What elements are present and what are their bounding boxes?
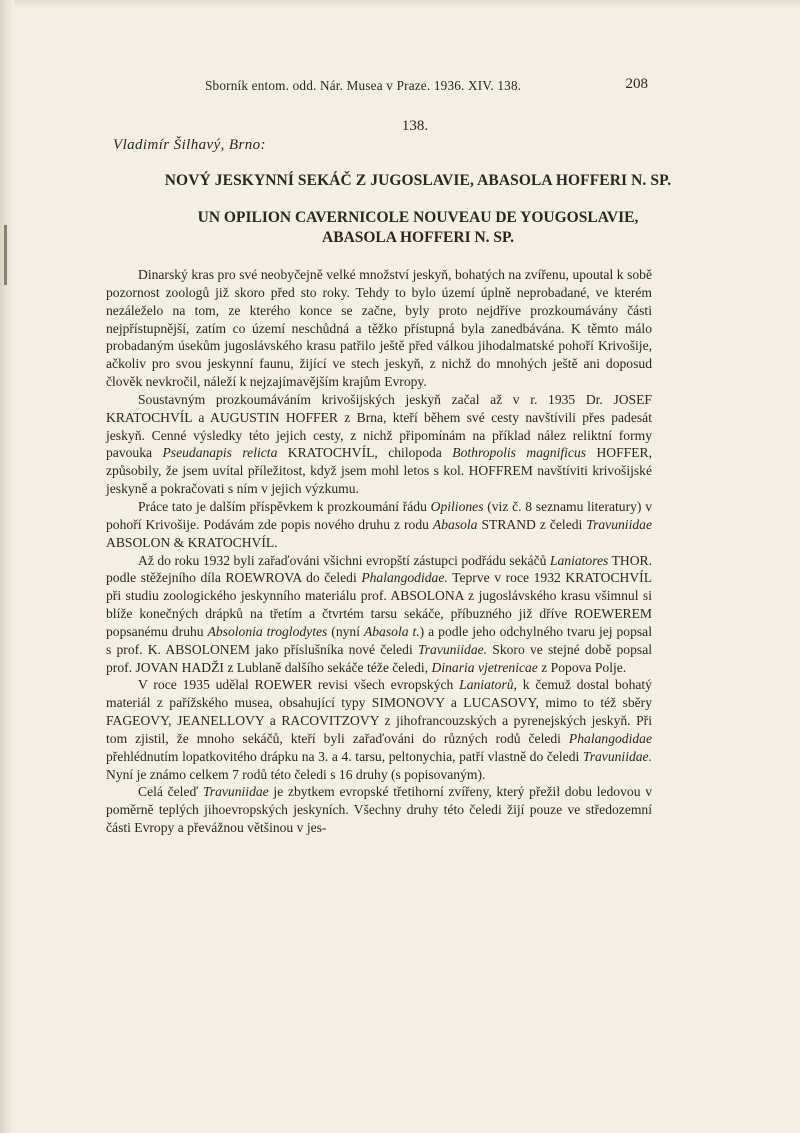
running-head: Sborník entom. odd. Nár. Musea v Praze. 1936. XIV. 138. <box>205 78 522 93</box>
text-run: Celá čeleď <box>138 784 203 800</box>
taxon-name: Travuniidae. <box>417 641 488 657</box>
article-number: 138. <box>401 118 429 134</box>
paragraph-5 <box>106 676 652 783</box>
title-french-line-2: ABASOLA HOFFERI N. SP. <box>322 229 514 246</box>
text-run: Soustavným prozkoumáváním krivošijských jeskyň začal až v r. 1935 Dr. JOSEF KRATOCHVÍL a AUGUSTIN HOFFER z Brna, kteří během své cesty navštívili přes padesát jeskyň. Cenné výsledky této jejich cesty, z nichž připomínám na příklad nález reliktní formy pavouka <box>106 391 652 461</box>
text-run: HOFFER, způsobily, že jsem uvítal příležitost, když jsem mohl letos s kol. HOFFREM navštíviti krivošijské jeskyně a pokračovati s ním v jejich výzkumu. <box>106 445 652 497</box>
paragraph-2 <box>106 391 652 498</box>
text-run: (nyní <box>327 623 364 639</box>
text-run: Teprve v roce 1932 KRATOCHVÍL při studiu zoologického jeskynního materiálu prof. ABSOLONA z jugoslávského krasu všimnul si blíže konečných drápků na třetím a čtvrtém tarsu sekáče, příbuzného již dříve ROEWEREM popsanému druhu <box>106 570 652 639</box>
text-run: Nyní je známo celkem 7 rodů této čeledi s 16 druhy (s popisovaným). <box>106 766 486 782</box>
paragraph-6 <box>106 783 652 837</box>
text-run: přehlédnutím lopatkovitého drápku na 3. a 4. tarsu, peltonychia, patří vlastně do čeledi <box>106 748 583 764</box>
text-run: ABSOLON & KRATOCHVÍL. <box>106 534 278 550</box>
title-czech: NOVÝ JESKYNNÍ SEKÁČ Z JUGOSLAVIE, ABASOLA HOFFERI N. SP. <box>164 172 672 189</box>
article-body <box>106 266 652 837</box>
text-run: (viz č. 8 seznamu literatury) v pohoří Krivošije. Podávám zde popis nového druhu z rodu <box>106 498 652 532</box>
text-run: Práce tato je dalším příspěvkem k prozkoumání řádu <box>138 498 431 514</box>
paragraph-4 <box>106 552 652 677</box>
title-french <box>0 208 800 248</box>
text-run: V roce 1935 udělal ROEWER revisi všech evropských <box>138 677 460 693</box>
species-name: Abasola t. <box>363 623 420 639</box>
text-run: Skoro ve stejné době popsal prof. JOVAN HADŽI z Lublaně dalšího sekáče téže čeledi, <box>106 641 653 675</box>
text-run: ) a podle jeho odchylného tvaru jej popsal s prof. K. ABSOLONEM jako příslušníka nové čeledi <box>106 623 652 657</box>
species-name: Absolonia troglodytes <box>207 623 328 639</box>
species-name: Bothropolis magnificus <box>452 445 587 461</box>
species-name: Pseudanapis relicta <box>162 445 278 461</box>
taxon-name: Travuniidae. <box>582 748 652 764</box>
taxon-name: Opiliones <box>430 498 484 514</box>
text-run: STRAND z čeledi <box>477 516 587 532</box>
taxon-name: Phalangodidae. <box>361 570 448 586</box>
page-binding-edge <box>0 0 14 1133</box>
paragraph-3 <box>106 498 652 552</box>
title-french-line-1: UN OPILION CAVERNICOLE NOUVEAU DE YOUGOSLAVIE, <box>197 209 639 226</box>
text-run: z Popova Polje. <box>537 659 627 675</box>
taxon-name: Laniatores <box>549 552 609 568</box>
taxon-name: Laniatorů, <box>459 677 517 693</box>
taxon-name: Travuniidae <box>586 516 652 532</box>
text-run: THOR. podle stěžejního díla ROEWROVA do čeledi <box>106 552 652 586</box>
text-run: Až do roku 1932 byli zařaďováni všichni evropští zástupci podřádu sekáčů <box>138 552 550 568</box>
paragraph-1: Dinarský kras pro své neobyčejně velké množství jeskyň, bohatých na zvířenu, upoutal k sobě pozornost zoologů již skoro před sto roky. Tehdy to bylo území úplně neprobadané, ve kterém nezáleželo na tom, ze kterého konce se začne, byly proto nejdříve prozkoumávány části nejpřístupnější, zatím co území neschůdná a těžko přístupná byla zanedbávána. K těmto málo probadaným úsekům jugoslávského krasu patřilo ještě před válkou jihodalmatské pohoří Krivošije, ačkoliv pro svou jeskynní faunu, žijící ve stech jeskyň, z nichž do mnohých ještě ani doposud člověk nevkročil, náleží k nejzajímavějším krajům Evropy. <box>106 267 652 390</box>
taxon-name: Abasola <box>432 516 478 532</box>
page-top-edge <box>0 0 800 8</box>
species-name: Dinaria vjetrenicae <box>431 659 538 675</box>
taxon-name: Travuniidae <box>203 784 269 800</box>
text-run: je zbytkem evropské třetihorní zvířeny, který přežil dobu ledovou v poměrně teplých jihoevropských jeskyních. Všechny druhy této čeledi žijí pouze ve středozemní části Evropy a převážnou většinou v jes- <box>106 784 652 836</box>
page-number: 208 <box>625 76 648 92</box>
text-run: KRATOCHVÍL, chilopoda <box>277 445 453 461</box>
author-name: Vladimír Šilhavý, Brno: <box>113 137 266 153</box>
text-run: k čemuž dostal bohatý materiál z pařížského musea, obsahující typy SIMONOVY a LUCASOVY, mimo to též sběry FAGEOVY, JEANELLOVY a RACOVITZOVY z jihofrancouzských a pyrenejských jeskyň. Při tom zjistil, že mnoho sekáčů, kteří byli zařaďováni do různých rodů čeledi <box>106 677 652 746</box>
taxon-name: Phalangodidae <box>568 730 652 746</box>
